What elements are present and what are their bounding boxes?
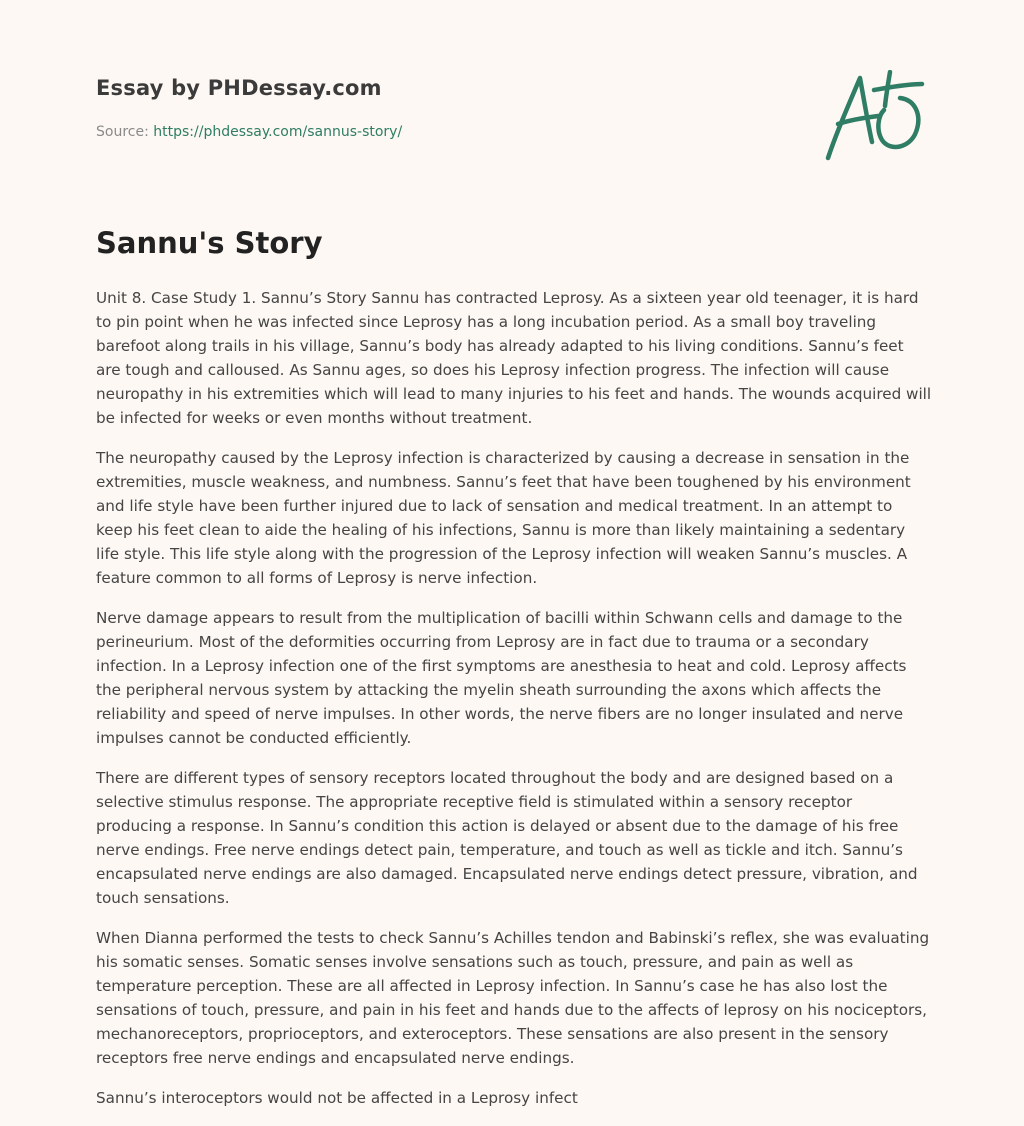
page-title: Sannu's Story	[96, 226, 323, 260]
source-line	[96, 124, 402, 140]
source-label: Source:	[96, 124, 154, 140]
paragraph: When Dianna performed the tests to check Sannu’s Achilles tendon and Babinski’s reflex, she was evaluating his somatic senses. Somatic senses involve sensations such as touch, pressure, and pain as well as temperature perception. These are all affected in Leprosy infection. In Sannu’s case he has also lost the sensations of touch, pressure, and pain in his feet and hands due to the affects of leprosy on his nociceptors, mechanoreceptors, proprioceptors, and exteroceptors. These sensations are also present in the sensory receptors free nerve endings and encapsulated nerve endings.	[96, 929, 930, 1067]
brand-title: Essay by PHDessay.com	[96, 76, 382, 100]
a-plus-logo	[824, 70, 928, 164]
paragraph: Sannu’s interoceptors would not be affected in a Leprosy infect	[96, 1089, 578, 1107]
paragraph: The neuropathy caused by the Leprosy infection is characterized by causing a decrease in sensation in the extremities, muscle weakness, and numbness. Sannu’s feet that have been toughened by his environment and life style have been further injured due to lack of sensation and medical treatment. In an attempt to keep his feet clean to aide the healing of his infections, Sannu is more than likely maintaining a sedentary life style. This life style along with the progression of the Leprosy infection will weaken Sannu’s muscles. A feature common to all forms of Leprosy is nerve infection.	[96, 449, 911, 587]
paragraph: Unit 8. Case Study 1. Sannu’s Story Sannu has contracted Leprosy. As a sixteen year old teenager, it is hard to pin point when he was infected since Leprosy has a long incubation period. As a small boy traveling barefoot along trails in his village, Sannu’s body has already adapted to his living conditions. Sannu’s feet are tough and calloused. As Sannu ages, so does his Leprosy infection progress. The infection will cause neuropathy in his extremities which will lead to many injuries to his feet and hands. The wounds acquired will be infected for weeks or even months without treatment.	[96, 289, 932, 427]
paragraph: There are different types of sensory receptors located throughout the body and are designed based on a selective stimulus response. The appropriate receptive field is stimulated within a sensory receptor producing a response. In Sannu’s condition this action is delayed or absent due to the damage of his free nerve endings. Free nerve endings detect pain, temperature, and touch as well as tickle and itch. Sannu’s encapsulated nerve endings are also damaged. Encapsulated nerve endings detect pressure, vibration, and touch sensations.	[96, 769, 918, 907]
paragraph: Nerve damage appears to result from the multiplication of bacilli within Schwann cells and damage to the perineurium. Most of the deformities occurring from Leprosy are in fact due to trauma or a secondary infection. In a Leprosy infection one of the first symptoms are anesthesia to heat and cold. Leprosy affects the peripheral nervous system by attacking the myelin sheath surrounding the axons which affects the reliability and speed of nerve impulses. In other words, the nerve fibers are no longer insulated and nerve impulses cannot be conducted efficiently.	[96, 609, 907, 747]
source-link[interactable]: https://phdessay.com/sannus-story/	[153, 124, 403, 140]
essay-body	[96, 286, 932, 1126]
